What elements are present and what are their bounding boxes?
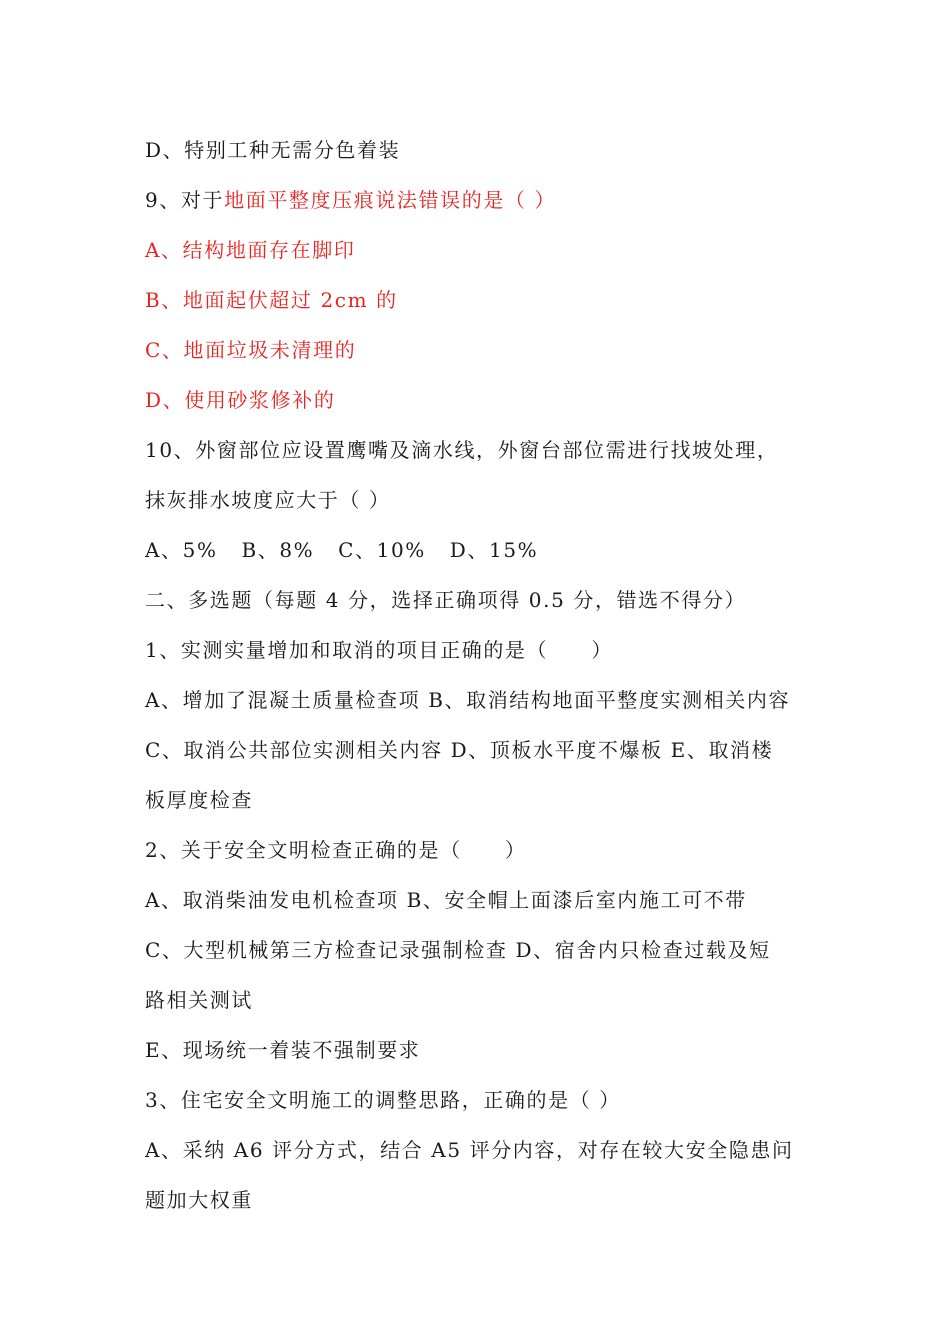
- mc-question-2-stem: 2、关于安全文明检查正确的是（ ）: [145, 838, 527, 862]
- mc-question-1-options-line-1: A、增加了混凝土质量检查项 B、取消结构地面平整度实测相关内容: [145, 688, 791, 712]
- question-8-option-d: D、特别工种无需分色着装: [145, 138, 401, 162]
- question-10-stem-line-2: 抹灰排水坡度应大于（ ）: [145, 488, 391, 512]
- question-9-option-b: B、地面起伏超过 2cm 的: [145, 288, 398, 312]
- question-10-stem-line-1: 10、外窗部位应设置鹰嘴及滴水线，外窗台部位需进行找坡处理，: [145, 438, 779, 462]
- mc-question-2-options-line-1: A、取消柴油发电机检查项 B、安全帽上面漆后室内施工可不带: [145, 888, 747, 912]
- mc-question-3-option-a-line-2: 题加大权重: [145, 1188, 253, 1212]
- mc-question-3-option-a-line-1: A、采纳 A6 评分方式，结合 A5 评分内容，对存在较大安全隐患问: [145, 1138, 794, 1162]
- mc-question-1-options-line-2: C、取消公共部位实测相关内容 D、顶板水平度不爆板 E、取消楼: [145, 738, 774, 762]
- question-10-options: A、5% B、8% C、10% D、15%: [145, 538, 539, 562]
- question-9-option-a: A、结构地面存在脚印: [145, 238, 356, 262]
- mc-question-2-options-line-3: 路相关测试: [145, 988, 253, 1012]
- question-9-option-c: C、地面垃圾未清理的: [145, 338, 357, 362]
- section-heading-multiple-choice: 二、多选题（每题 4 分，选择正确项得 0.5 分，错选不得分）: [145, 588, 747, 612]
- question-9-option-d: D、使用砂浆修补的: [145, 388, 336, 412]
- question-9-stem: 9、对于地面平整度压痕说法错误的是（ ）: [145, 188, 557, 212]
- mc-question-3-stem: 3、住宅安全文明施工的调整思路，正确的是（ ）: [145, 1088, 621, 1112]
- mc-question-2-option-e: E、现场统一着装不强制要求: [145, 1038, 421, 1062]
- mc-question-2-options-line-2: C、大型机械第三方检查记录强制检查 D、宿舍内只检查过载及短: [145, 938, 771, 962]
- mc-question-1-options-line-3: 板厚度检查: [145, 788, 253, 812]
- mc-question-1-stem: 1、实测实量增加和取消的项目正确的是（ ）: [145, 638, 613, 662]
